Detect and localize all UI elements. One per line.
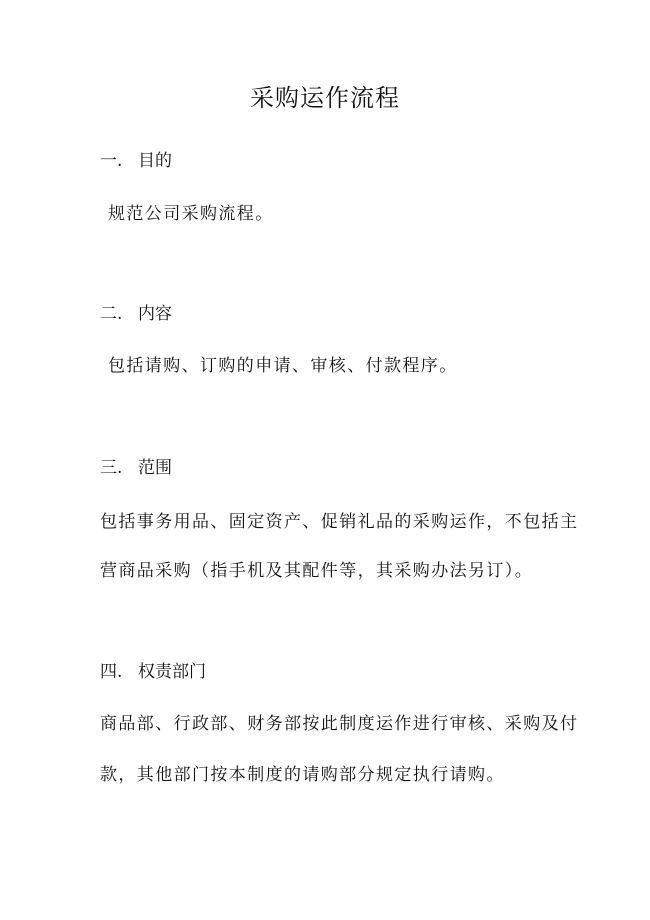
section-heading-purpose <box>100 146 172 171</box>
section-number: 四. <box>100 662 123 682</box>
section-body-line: 款，其他部门按本制度的请购部分规定执行请购。 <box>100 765 505 785</box>
section-number: 一. <box>100 151 123 171</box>
section-body-line: 规范公司采购流程。 <box>108 204 274 224</box>
section-heading-text: 范围 <box>138 458 172 478</box>
document-title: 采购运作流程 <box>250 84 400 112</box>
section-body-line: 包括请购、订购的申请、审核、付款程序。 <box>108 356 458 376</box>
section-body-line: 商品部、行政部、财务部按此制度运作进行审核、采购及付 <box>100 714 579 734</box>
section-heading-scope <box>100 453 172 478</box>
section-body-line: 包括事务用品、固定资产、促销礼品的采购运作，不包括主 <box>100 512 579 532</box>
section-heading-text: 目的 <box>138 151 172 171</box>
section-number: 二. <box>100 304 123 324</box>
section-number: 三. <box>100 458 123 478</box>
section-heading-responsible-departments <box>100 657 206 682</box>
section-heading-text: 权责部门 <box>138 662 206 682</box>
section-heading-text: 内容 <box>138 304 172 324</box>
section-heading-content <box>100 299 172 324</box>
section-body-line: 营商品采购（指手机及其配件等，其采购办法另订）。 <box>100 561 534 581</box>
